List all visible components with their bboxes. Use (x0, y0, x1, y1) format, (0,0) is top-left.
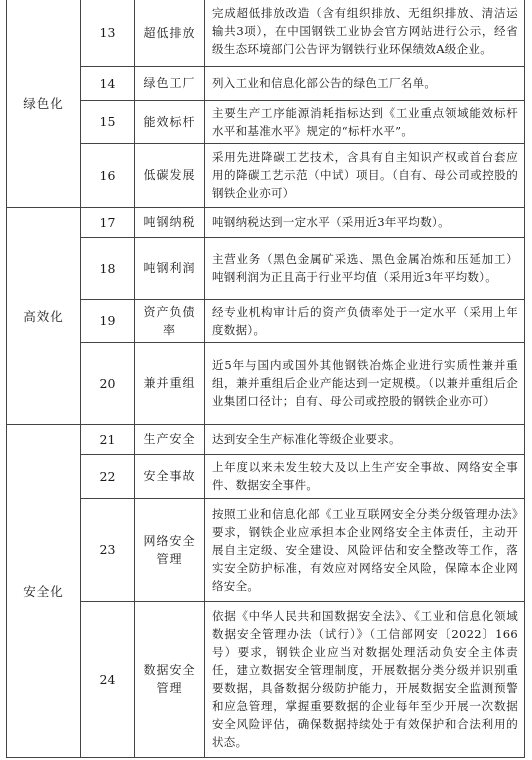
indicator-description: 吨钢纳税达到一定水平（采用近3年平均数）。 (205, 207, 525, 237)
indicator-description: 主营业务（黑色金属矿采选、黑色金属冶炼和压延加工）吨钢利润为正且高于行业平均值（采用近3年平均数）。 (205, 237, 525, 299)
category-safety: 安全化 (7, 424, 81, 757)
row-number: 21 (81, 424, 135, 454)
table-row (7, 454, 525, 498)
category-green: 绿色化 (7, 0, 81, 207)
indicator-name: 安全事故 (135, 454, 205, 498)
indicator-name: 超低排放 (135, 0, 205, 66)
indicator-description: 达到安全生产标准化等级企业要求。 (205, 424, 525, 454)
table-row (7, 100, 525, 143)
indicator-description: 列入工业和信息化部公告的绿色工厂名单。 (205, 66, 525, 100)
indicator-name: 兼并重组 (135, 342, 205, 424)
indicator-name: 吨钢利润 (135, 237, 205, 299)
indicator-description: 依据《中华人民共和国数据安全法》、《工业和信息化领域数据安全管理办法（试行）》（工信部网安〔2022〕166号）要求，钢铁企业应当对数据处理活动负安全主体责任，建立数据安全管理制度，开展数据分类分级并识别重要数据，具备数据分级防护能力，开展数据安全监测预警和应急管理，掌握重要数据的企业每年至少开展一次数据安全风险评估，确保数据持续处于有效保护和合法利用的状态。 (205, 601, 525, 757)
row-number: 15 (81, 100, 135, 143)
indicator-name: 网络安全管理 (135, 498, 205, 601)
indicator-name: 吨钢纳税 (135, 207, 205, 237)
indicator-description: 近5年与国内或国外其他钢铁冶炼企业进行实质性兼并重组，兼并重组后企业产能达到一定规模。（以兼并重组后企业集团口径计；自有、母公司或控股的钢铁企业亦可） (205, 342, 525, 424)
table-row (7, 207, 525, 237)
row-number: 14 (81, 66, 135, 100)
indicator-description: 经专业机构审计后的资产负债率处于一定水平（采用上年度数据）。 (205, 299, 525, 342)
row-number: 17 (81, 207, 135, 237)
indicator-name: 资产负债率 (135, 299, 205, 342)
table-row (7, 237, 525, 299)
indicator-description: 按照工业和信息化部《工业互联网安全分类分级管理办法》要求，钢铁企业应承担本企业网络安全主体责任，主动开展自主定级、安全建设、风险评估和安全整改等工作，落实安全防护标准，有效应对网络安全风险，保障本企业网络安全。 (205, 498, 525, 601)
table-row (7, 299, 525, 342)
row-number: 22 (81, 454, 135, 498)
category-efficiency: 高效化 (7, 207, 81, 424)
table-row (7, 66, 525, 100)
table-row (7, 498, 525, 601)
row-number: 13 (81, 0, 135, 66)
row-number: 23 (81, 498, 135, 601)
indicator-name: 绿色工厂 (135, 66, 205, 100)
row-number: 16 (81, 143, 135, 207)
indicator-name: 生产安全 (135, 424, 205, 454)
row-number: 20 (81, 342, 135, 424)
table-row (7, 0, 525, 66)
table-row (7, 424, 525, 454)
row-number: 19 (81, 299, 135, 342)
indicator-description: 主要生产工序能源消耗指标达到《工业重点领域能效标杆水平和基准水平》规定的“标杆水平”。 (205, 100, 525, 143)
row-number: 24 (81, 601, 135, 757)
table-row (7, 143, 525, 207)
indicator-name: 数据安全管理 (135, 601, 205, 757)
indicator-description: 完成超低排放改造（含有组织排放、无组织排放、清洁运输共3项），在中国钢铁工业协会官方网站进行公示，经省级生态环境部门公告评为钢铁行业环保绩效A级企业。 (205, 0, 525, 66)
indicator-name: 能效标杆 (135, 100, 205, 143)
indicator-name: 低碳发展 (135, 143, 205, 207)
row-number: 18 (81, 237, 135, 299)
table-row (7, 601, 525, 757)
table-row (7, 342, 525, 424)
criteria-table (6, 0, 525, 758)
indicator-description: 上年度以来未发生较大及以上生产安全事故、网络安全事件、数据安全事件。 (205, 454, 525, 498)
indicator-description: 采用先进降碳工艺技术，含具有自主知识产权或首台套应用的降碳工艺示范（中试）项目。（自有、母公司或控股的钢铁企业亦可） (205, 143, 525, 207)
